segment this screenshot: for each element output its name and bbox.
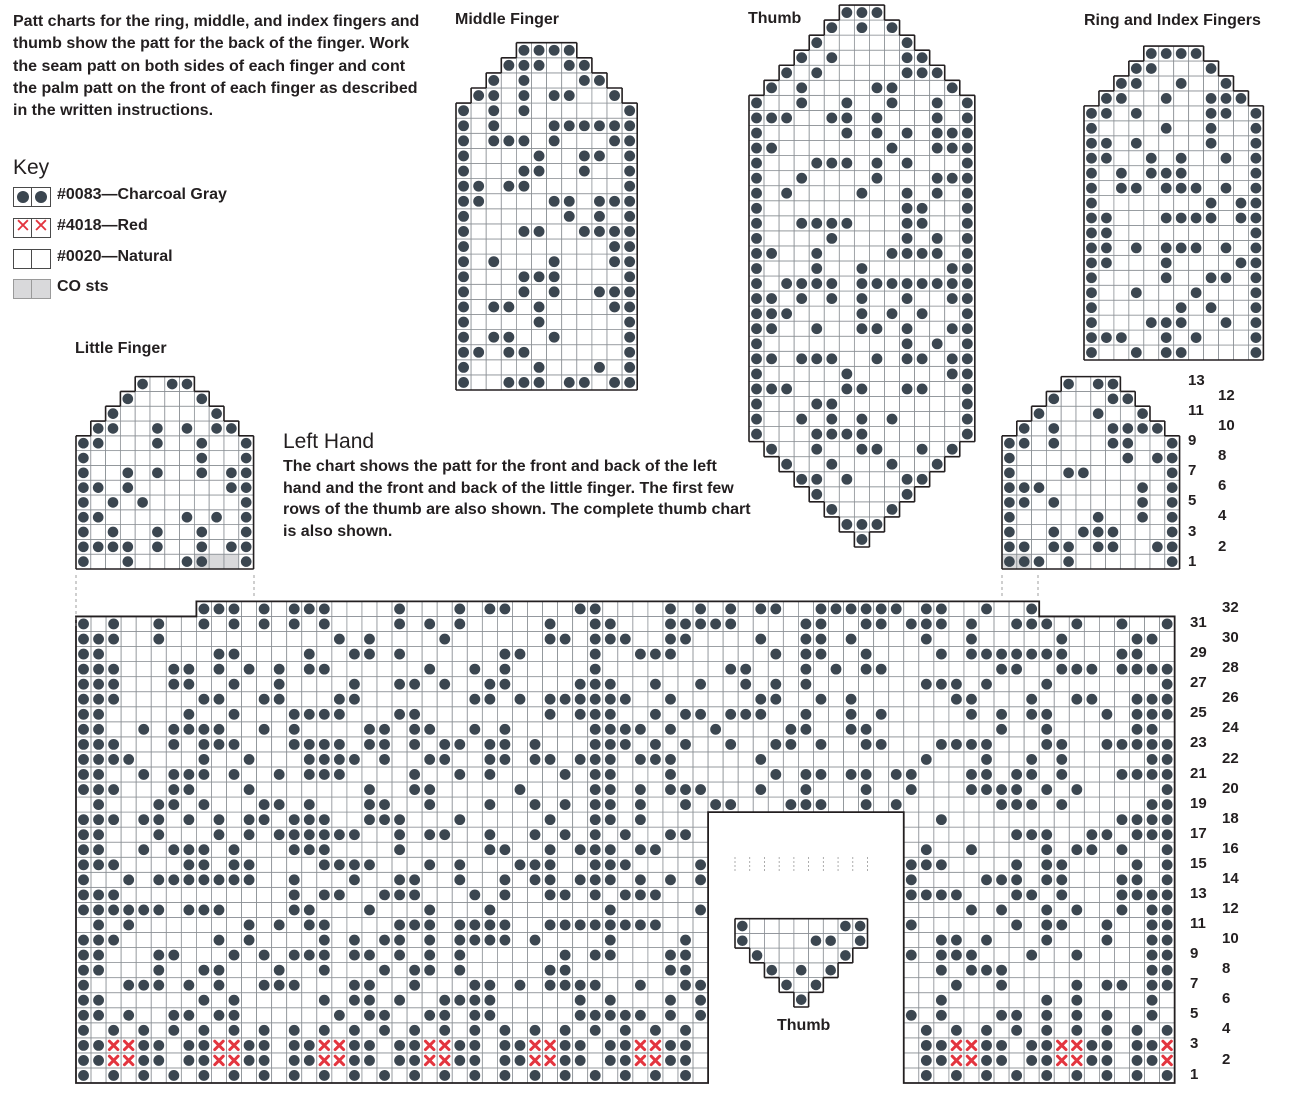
row-number: 22 — [1222, 749, 1239, 767]
row-number: 18 — [1222, 809, 1239, 827]
row-number: 9 — [1188, 432, 1197, 450]
left-hand-chart — [76, 575, 1175, 1083]
row-number: 6 — [1218, 477, 1227, 495]
row-number: 26 — [1222, 689, 1239, 707]
row-number: 15 — [1190, 854, 1207, 872]
row-number: 31 — [1190, 614, 1207, 632]
row-number: 28 — [1222, 659, 1239, 677]
key-label: #0020—Natural — [57, 248, 173, 265]
red-x-icon: ✕ — [13, 218, 33, 238]
little-finger-front-chart — [1002, 377, 1180, 569]
key-label: CO sts — [57, 278, 109, 295]
key-label: #0083—Charcoal Gray — [57, 186, 227, 203]
row-number: 8 — [1222, 960, 1231, 978]
row-number: 11 — [1188, 402, 1204, 420]
row-number: 16 — [1222, 839, 1239, 857]
row-number: 27 — [1190, 674, 1207, 692]
row-number: 19 — [1190, 794, 1207, 812]
left-hand-title: Left Hand — [283, 430, 375, 453]
middle-finger-chart — [456, 43, 637, 390]
little-finger-chart — [76, 377, 254, 569]
row-number: 20 — [1222, 779, 1239, 797]
thumb-inset-title: Thumb — [777, 1017, 831, 1034]
ring-index-chart — [1084, 46, 1263, 360]
thumb-inset-chart — [735, 857, 868, 1007]
row-number: 1 — [1190, 1065, 1199, 1083]
row-number: 6 — [1222, 990, 1231, 1008]
row-number: 32 — [1222, 599, 1239, 616]
row-number: 3 — [1190, 1035, 1199, 1053]
row-number: 10 — [1222, 930, 1239, 948]
row-number: 4 — [1218, 507, 1227, 525]
ring-index-title: Ring and Index Fingers — [1084, 12, 1261, 29]
row-number: 11 — [1190, 915, 1206, 933]
row-number: 10 — [1218, 417, 1235, 435]
left-hand-description: The chart shows the patt for the front and back of the left hand and the front and back of the little finger. The first few rows of the thumb are also shown. The complete thumb chart is also shown. — [283, 458, 751, 540]
row-number: 1 — [1188, 552, 1197, 570]
row-number: 13 — [1188, 372, 1205, 389]
row-number: 5 — [1188, 492, 1197, 510]
intro-text: Patt charts for the ring, middle, and index fingers and thumb show the patt for the back of the finger. Work the seam patt on both sides of each finger and cont the palm patt on the front of each finger as described in the written instructions. — [13, 13, 420, 120]
row-number: 3 — [1188, 522, 1197, 540]
thumb-title: Thumb — [748, 10, 802, 27]
row-number: 7 — [1188, 462, 1197, 480]
row-number: 12 — [1218, 387, 1235, 405]
row-number: 24 — [1222, 719, 1239, 737]
row-number: 7 — [1190, 975, 1199, 993]
row-number: 2 — [1218, 537, 1227, 555]
little-finger-title: Little Finger — [75, 340, 167, 357]
row-number: 21 — [1190, 764, 1207, 782]
red-x-icon: ✕ — [31, 218, 51, 238]
row-number: 9 — [1190, 945, 1199, 963]
thumb-chart — [749, 5, 975, 547]
key-label: #4018—Red — [57, 217, 148, 234]
row-number: 12 — [1222, 900, 1239, 917]
row-number: 2 — [1222, 1050, 1231, 1068]
row-number: 17 — [1190, 824, 1207, 842]
row-number: 8 — [1218, 447, 1227, 465]
row-number: 5 — [1190, 1005, 1199, 1023]
row-number: 13 — [1190, 884, 1207, 902]
middle-finger-title: Middle Finger — [455, 11, 559, 28]
row-number: 23 — [1190, 734, 1207, 752]
key-title: Key — [13, 156, 50, 179]
row-number: 14 — [1222, 869, 1239, 887]
row-number: 29 — [1190, 644, 1207, 662]
row-number: 25 — [1190, 704, 1207, 722]
row-number: 4 — [1222, 1020, 1231, 1038]
row-number: 30 — [1222, 629, 1239, 647]
